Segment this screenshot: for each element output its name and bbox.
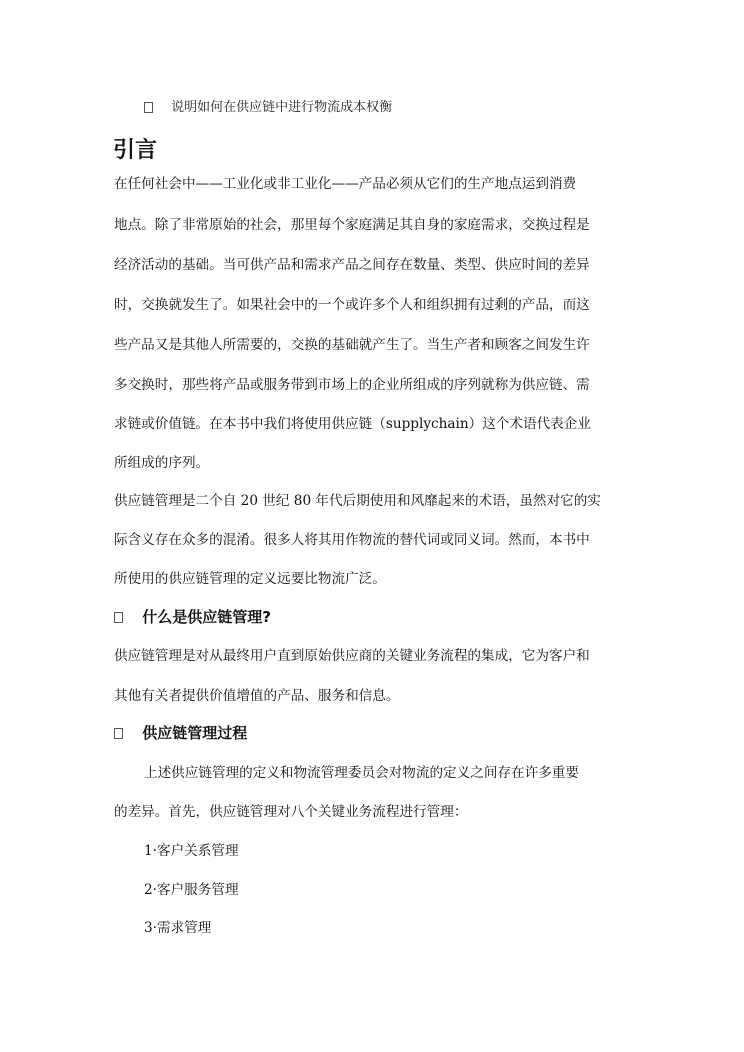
section2-heading-row: [114, 723, 247, 743]
intro-para1-line: 经济活动的基础。当可供产品和需求产品之间存在数量、类型、供应时间的差异: [114, 257, 590, 273]
intro-para1-line: 时，交换就发生了。如果社会中的一个或许多个人和组织拥有过剩的产品，而这: [114, 297, 590, 313]
section2-line: 的差异。首先，供应链管理对八个关键业务流程进行管理：: [114, 804, 468, 820]
intro-para1-line: 多交换时，那些将产品或服务带到市场上的企业所组成的序列就称为供应链、需: [114, 377, 590, 393]
intro-para2-line: 供应链管理是二个自 20 世纪 80 年代后期使用和风靡起来的术语，虽然对它的实: [114, 493, 601, 509]
intro-para1-line: 些产品又是其他人所需要的，交换的基础就产生了。当生产者和顾客之间发生许: [114, 337, 590, 353]
intro-para1-line: 在任何社会中——工业化或非工业化——产品必须从它们的生产地点运到消费: [114, 176, 577, 192]
bullet-square-icon: [144, 102, 153, 113]
intro-para2-line: 际含义存在众多的混淆。很多人将其用作物流的替代词或同义词。然而，本书中: [114, 532, 590, 548]
list-item: 3·需求管理: [144, 920, 212, 936]
bullet-square-icon: [114, 728, 123, 739]
section1-line: 供应链管理是对从最终用户直到原始供应商的关键业务流程的集成，它为客户和: [114, 648, 590, 664]
intro-para1-line: 所组成的序列。: [114, 455, 210, 471]
section2-heading: 供应链管理过程: [142, 724, 248, 742]
intro-para1-line: 地点。除了非常原始的社会，那里每个家庭满足其自身的家庭需求，交换过程是: [114, 217, 590, 233]
list-item: 2·客户服务管理: [144, 882, 239, 898]
section1-heading-row: [114, 607, 271, 627]
intro-para2-line: 所使用的供应链管理的定义远要比物流广泛。: [114, 571, 386, 587]
bullet-square-icon: [114, 612, 123, 623]
top-bullet-text: 说明如何在供应链中进行物流成本权衡: [171, 100, 393, 115]
intro-para1-line: 求链或价值链。在本书中我们将使用供应链（supplychain）这个术语代表企业: [114, 416, 591, 432]
top-bullet-item: [144, 98, 392, 118]
list-item: 1·客户关系管理: [144, 843, 239, 859]
intro-heading: 引言: [113, 138, 158, 163]
section1-line: 其他有关者提供价值增值的产品、服务和信息。: [114, 688, 400, 704]
section1-heading: 什么是供应链管理?: [142, 608, 271, 626]
section2-line: 上述供应链管理的定义和物流管理委员会对物流的定义之间存在许多重要: [144, 765, 579, 781]
